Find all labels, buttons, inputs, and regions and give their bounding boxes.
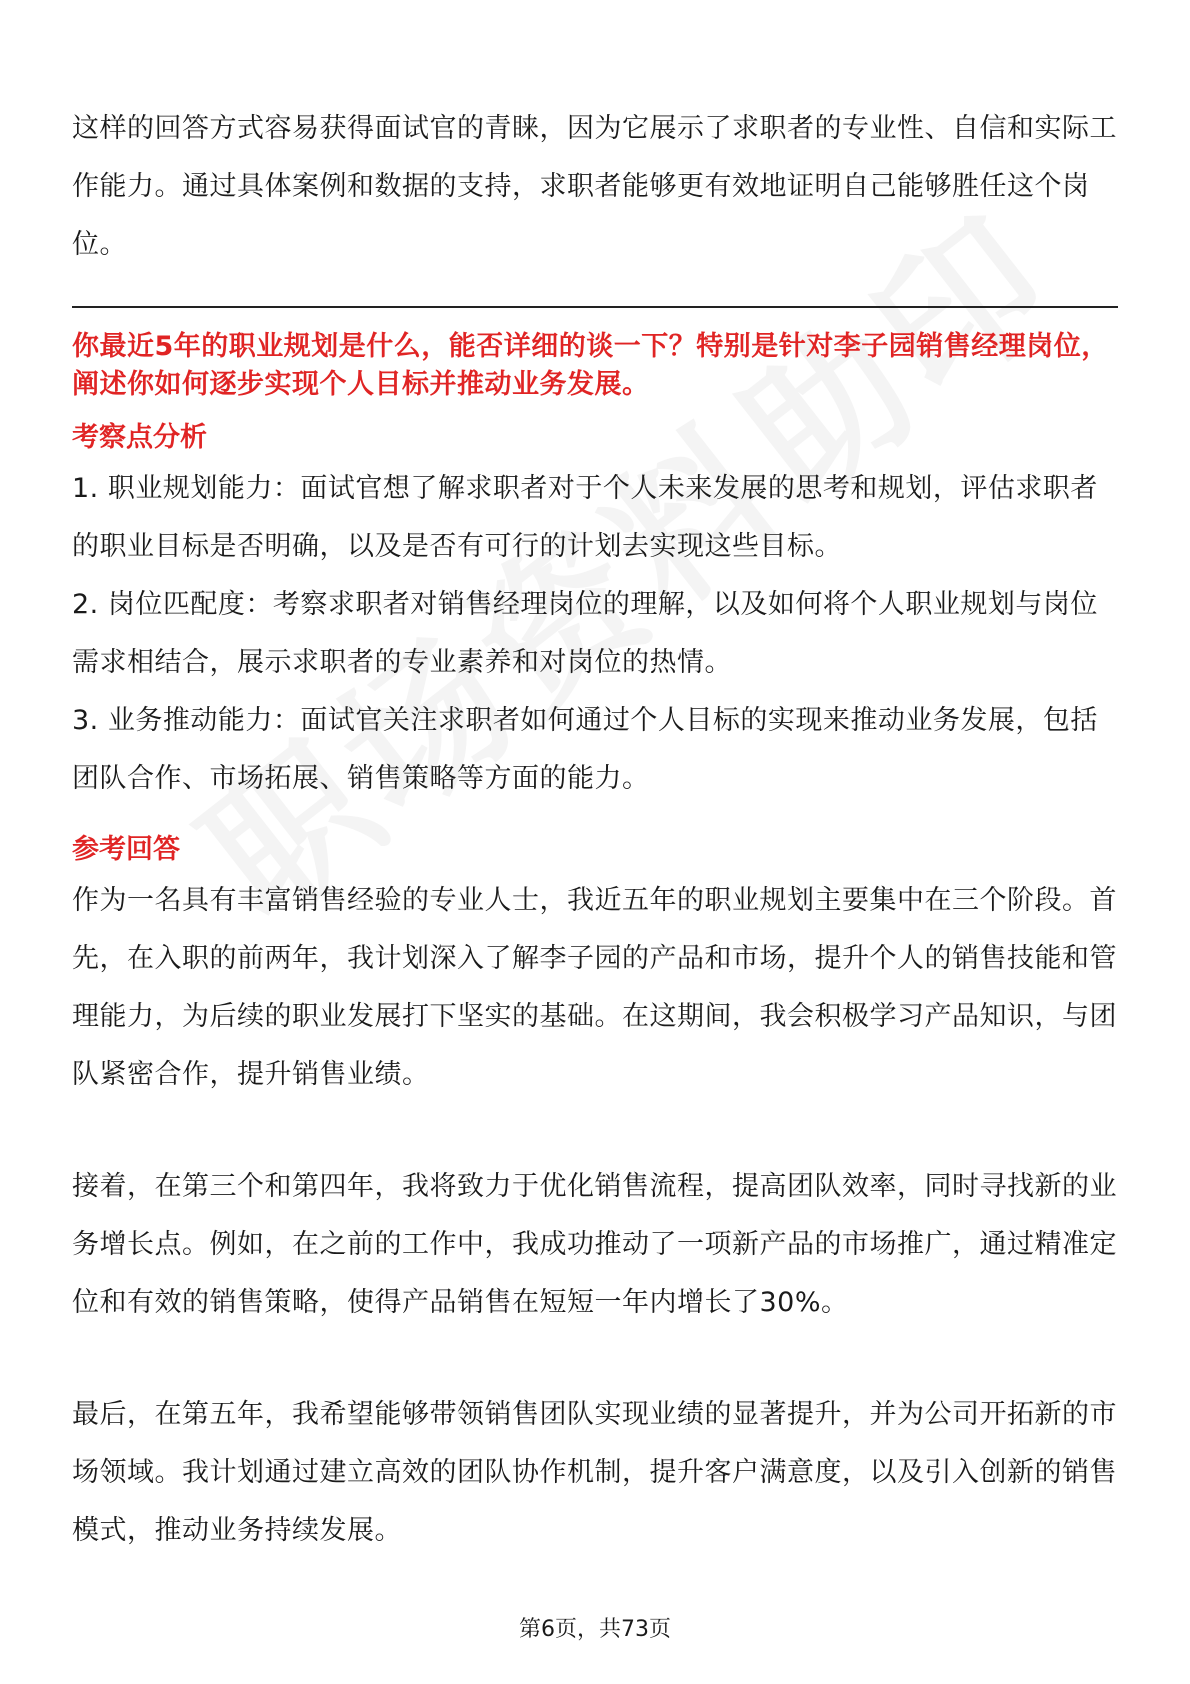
question-heading: 你最近5年的职业规划是什么，能否详细的谈一下？特别是针对李子园销售经理岗位，阐述你如何逐步实现个人目标并推动业务发展。 — [72, 331, 1109, 400]
analysis-heading: 考察点分析 — [72, 422, 207, 453]
section-divider — [72, 306, 1118, 308]
paragraph-spacer — [72, 1332, 1118, 1386]
analysis-item-1: 1. 职业规划能力：面试官想了解求职者对于个人未来发展的思考和规划，评估求职者的职业目标是否明确，以及是否有可行的计划去实现这些目标。 — [72, 473, 1098, 562]
answer-paragraph-3: 最后，在第五年，我希望能够带领销售团队实现业绩的显著提升，并为公司开拓新的市场领域。我计划通过建立高效的团队协作机制，提升客户满意度，以及引入创新的销售模式，推动业务持续发展。 — [72, 1399, 1117, 1546]
answer-heading: 参考回答 — [72, 834, 180, 865]
answer-paragraph-1: 作为一名具有丰富销售经验的专业人士，我近五年的职业规划主要集中在三个阶段。首先，在入职的前两年，我计划深入了解李子园的产品和市场，提升个人的销售技能和管理能力，为后续的职业发展打下坚实的基础。在这期间，我会积极学习产品知识，与团队紧密合作，提升销售业绩。 — [72, 885, 1117, 1090]
paragraph-spacer — [72, 1104, 1118, 1158]
analysis-item-2: 2. 岗位匹配度：考察求职者对销售经理岗位的理解，以及如何将个人职业规划与岗位需求相结合，展示求职者的专业素养和对岗位的热情。 — [72, 589, 1098, 678]
analysis-item-3: 3. 业务推动能力：面试官关注求职者如何通过个人目标的实现来推动业务发展，包括团队合作、市场拓展、销售策略等方面的能力。 — [72, 705, 1098, 794]
document-page — [72, 100, 1118, 1560]
page-number: 第6页，共73页 — [519, 1617, 671, 1642]
answer-paragraph-2: 接着，在第三个和第四年，我将致力于优化销售流程，提高团队效率，同时寻找新的业务增长点。例如，在之前的工作中，我成功推动了一项新产品的市场推广，通过精准定位和有效的销售策略，使得产品销售在短短一年内增长了30%。 — [72, 1171, 1117, 1318]
intro-paragraph: 这样的回答方式容易获得面试官的青睐，因为它展示了求职者的专业性、自信和实际工作能力。通过具体案例和数据的支持，求职者能够更有效地证明自己能够胜任这个岗位。 — [72, 113, 1117, 260]
